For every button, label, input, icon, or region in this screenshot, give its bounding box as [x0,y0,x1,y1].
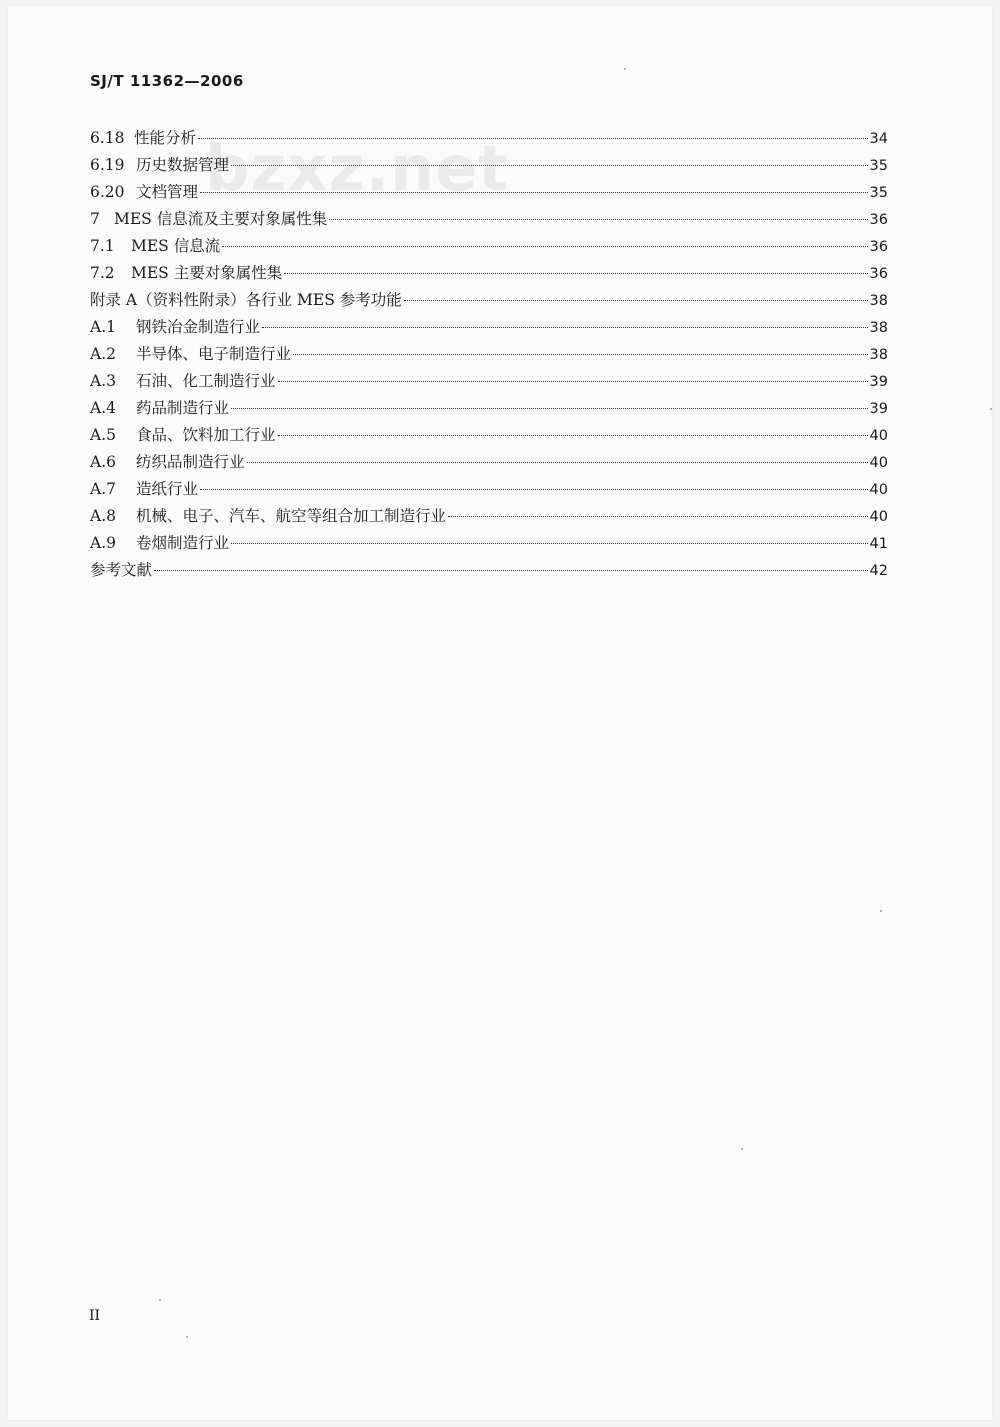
toc-leader [278,381,868,382]
toc-leader [284,273,867,274]
toc-entry[interactable] [90,369,888,396]
toc-number: A.7 [90,480,116,498]
toc-number: A.3 [90,372,116,390]
toc-page: 36 [869,212,888,228]
toc-title: 造纸行业 [136,480,199,498]
toc-title: 附录 A（资料性附录）各行业 MES 参考功能 [90,291,402,309]
toc-leader [200,192,868,193]
scan-speck [990,408,992,410]
toc-leader [247,462,868,463]
toc-entry[interactable] [90,504,888,531]
scan-speck [159,1299,161,1301]
toc-title: 卷烟制造行业 [136,534,230,552]
scan-speck [741,1148,743,1150]
toc-leader [329,219,867,220]
toc-number: 6.19 [90,156,125,174]
toc-entry[interactable] [90,153,888,180]
toc-leader [231,543,868,544]
toc-page: 38 [869,293,888,309]
toc-leader [231,165,868,166]
toc-title: 石油、化工制造行业 [136,372,276,390]
toc-number: A.6 [90,453,116,471]
toc-number: A.8 [90,507,116,525]
toc-entry[interactable] [90,234,888,261]
toc-leader [448,516,868,517]
page-number: II [89,1308,101,1324]
toc-number: 6.18 [90,129,125,147]
toc-entry[interactable] [90,315,888,342]
toc-title: 历史数据管理 [136,156,230,174]
toc-number: 6.20 [90,183,125,201]
toc-title: MES 信息流及主要对象属性集 [114,210,328,228]
scan-speck [186,1336,188,1338]
toc-entry[interactable] [90,477,888,504]
toc-number: 7.1 [90,237,115,255]
toc-number: A.1 [90,318,116,336]
table-of-contents [90,126,888,585]
toc-page: 41 [869,536,888,552]
toc-title: MES 主要对象属性集 [131,264,283,282]
document-code: SJ/T 11362—2006 [90,72,244,90]
toc-leader [231,408,868,409]
toc-number: 7.2 [90,264,115,282]
toc-entry[interactable] [90,180,888,207]
watermark: bzxz.net [205,132,509,205]
toc-entry[interactable] [90,288,888,315]
toc-title: 纺织品制造行业 [136,453,245,471]
toc-number: A.2 [90,345,116,363]
toc-entry[interactable] [90,531,888,558]
toc-page: 40 [869,455,888,471]
toc-page: 42 [869,563,888,579]
toc-page: 34 [869,131,888,147]
toc-leader [200,489,868,490]
toc-title: 性能分析 [134,129,197,147]
toc-page: 40 [869,482,888,498]
toc-entry[interactable] [90,558,888,585]
toc-title: 文档管理 [136,183,199,201]
toc-title: MES 信息流 [131,237,221,255]
toc-page: 36 [869,239,888,255]
toc-number: A.4 [90,399,116,417]
toc-entry[interactable] [90,450,888,477]
toc-entry[interactable] [90,207,888,234]
toc-number: A.9 [90,534,116,552]
toc-entry[interactable] [90,342,888,369]
scan-speck [624,68,626,70]
toc-page: 40 [869,428,888,444]
toc-leader [278,435,868,436]
toc-page: 38 [869,347,888,363]
toc-leader [404,300,868,301]
toc-number: A.5 [90,426,116,444]
toc-entry[interactable] [90,396,888,423]
toc-title: 钢铁冶金制造行业 [136,318,261,336]
toc-title: 半导体、电子制造行业 [136,345,292,363]
toc-entry[interactable] [90,423,888,450]
toc-title: 机械、电子、汽车、航空等组合加工制造行业 [136,507,447,525]
toc-entry[interactable] [90,126,888,153]
toc-title: 药品制造行业 [136,399,230,417]
toc-leader [154,570,868,571]
toc-page: 38 [869,320,888,336]
toc-page: 39 [869,374,888,390]
toc-page: 35 [869,158,888,174]
toc-leader [262,327,868,328]
toc-page: 40 [869,509,888,525]
toc-page: 35 [869,185,888,201]
toc-title: 参考文献 [90,561,153,579]
toc-title: 食品、饮料加工行业 [136,426,276,444]
toc-leader [293,354,868,355]
toc-leader [198,138,868,139]
toc-number: 7 [90,210,100,228]
toc-leader [222,246,867,247]
toc-entry[interactable] [90,261,888,288]
toc-page: 39 [869,401,888,417]
scan-speck [880,910,882,912]
toc-page: 36 [869,266,888,282]
